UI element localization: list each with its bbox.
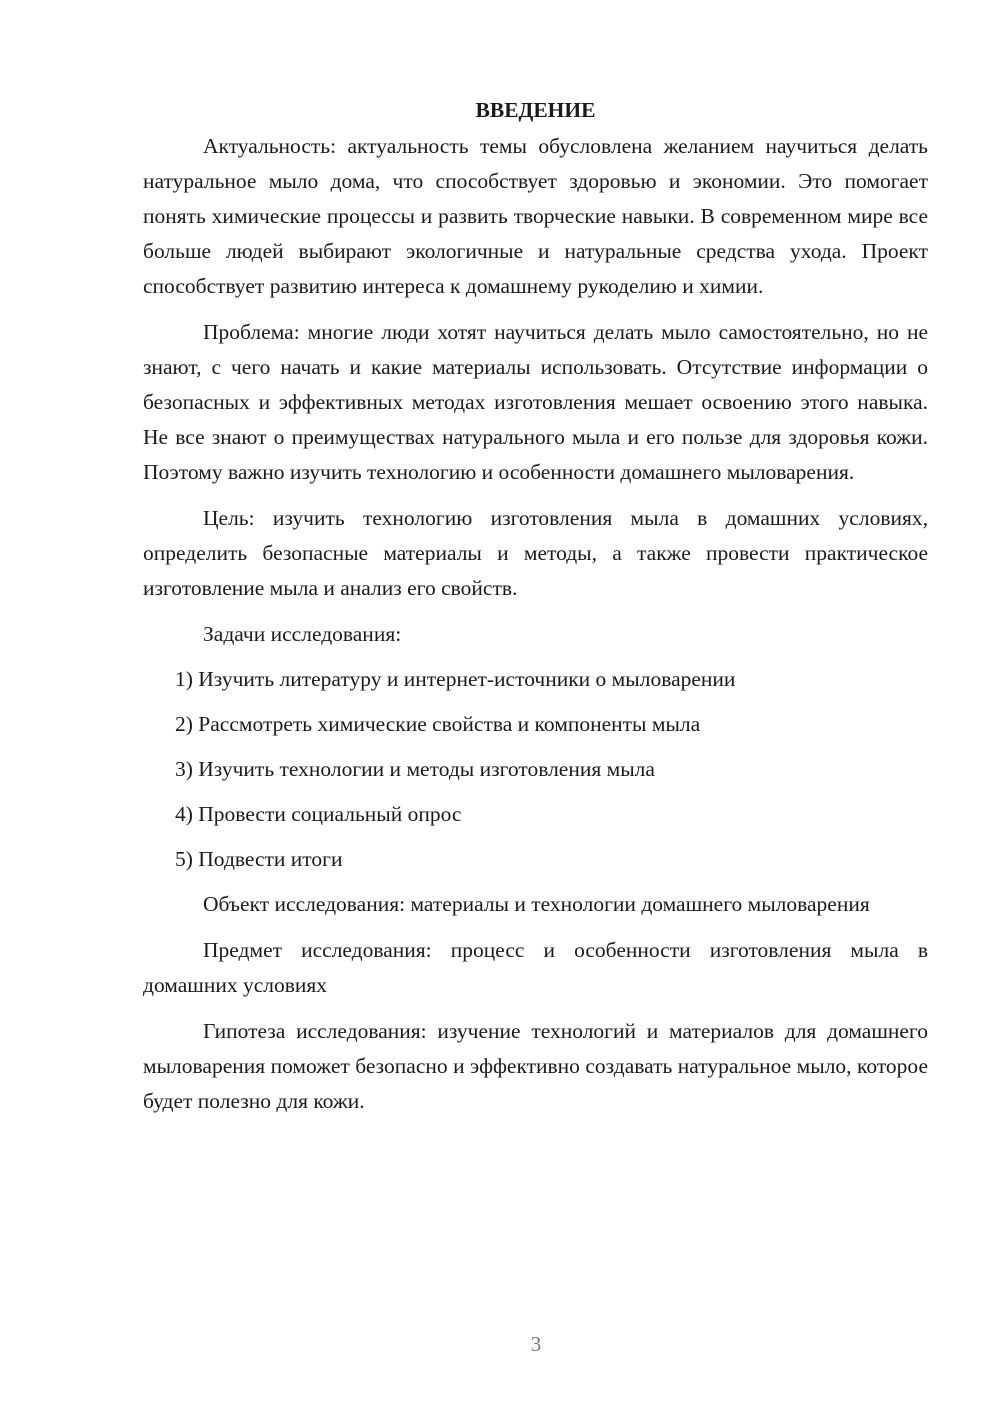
goal-paragraph: Цель: изучить технологию изготовления мыла в домашних условиях, определить безопасные материалы и методы, а также провести практическое изготовление мыла и анализ его свойств. xyxy=(143,506,928,600)
task-item-1: 1) Изучить литературу и интернет-источники о мыловарении xyxy=(175,667,736,691)
page-number: 3 xyxy=(530,1332,542,1356)
subject-paragraph: Предмет исследования: процесс и особенности изготовления мыла в домашних условиях xyxy=(143,938,928,997)
task-item-2: 2) Рассмотреть химические свойства и компоненты мыла xyxy=(175,712,701,736)
object-paragraph: Объект исследования: материалы и технологии домашнего мыловарения xyxy=(203,892,870,916)
task-item-4: 4) Провести социальный опрос xyxy=(175,802,462,826)
page-content xyxy=(143,91,928,1119)
section-title: ВВЕДЕНИЕ xyxy=(475,98,596,122)
problem-paragraph: Проблема: многие люди хотят научиться делать мыло самостоятельно, но не знают, с чего начать и какие материалы использовать. Отсутствие информации о безопасных и эффективных методах изготовления мешает освоению этого навыка. Не все знают о преимуществах натурального мыла и его пользе для здоровья кожи. Поэтому важно изучить технологию и особенности домашнего мыловарения. xyxy=(143,320,928,484)
task-item-5: 5) Подвести итоги xyxy=(175,847,343,871)
relevance-paragraph: Актуальность: актуальность темы обусловлена желанием научиться делать натуральное мыло дома, что способствует здоровью и экономии. Это помогает понять химические процессы и развить творческие навыки. В современном мире все больше людей выбирают экологичные и натуральные средства ухода. Проект способствует развитию интереса к домашнему рукоделию и химии. xyxy=(143,134,928,298)
tasks-heading: Задачи исследования: xyxy=(203,622,402,646)
hypothesis-paragraph: Гипотеза исследования: изучение технологий и материалов для домашнего мыловарения поможет безопасно и эффективно создавать натуральное мыло, которое будет полезно для кожи. xyxy=(143,1019,928,1113)
task-item-3: 3) Изучить технологии и методы изготовления мыла xyxy=(175,757,655,781)
